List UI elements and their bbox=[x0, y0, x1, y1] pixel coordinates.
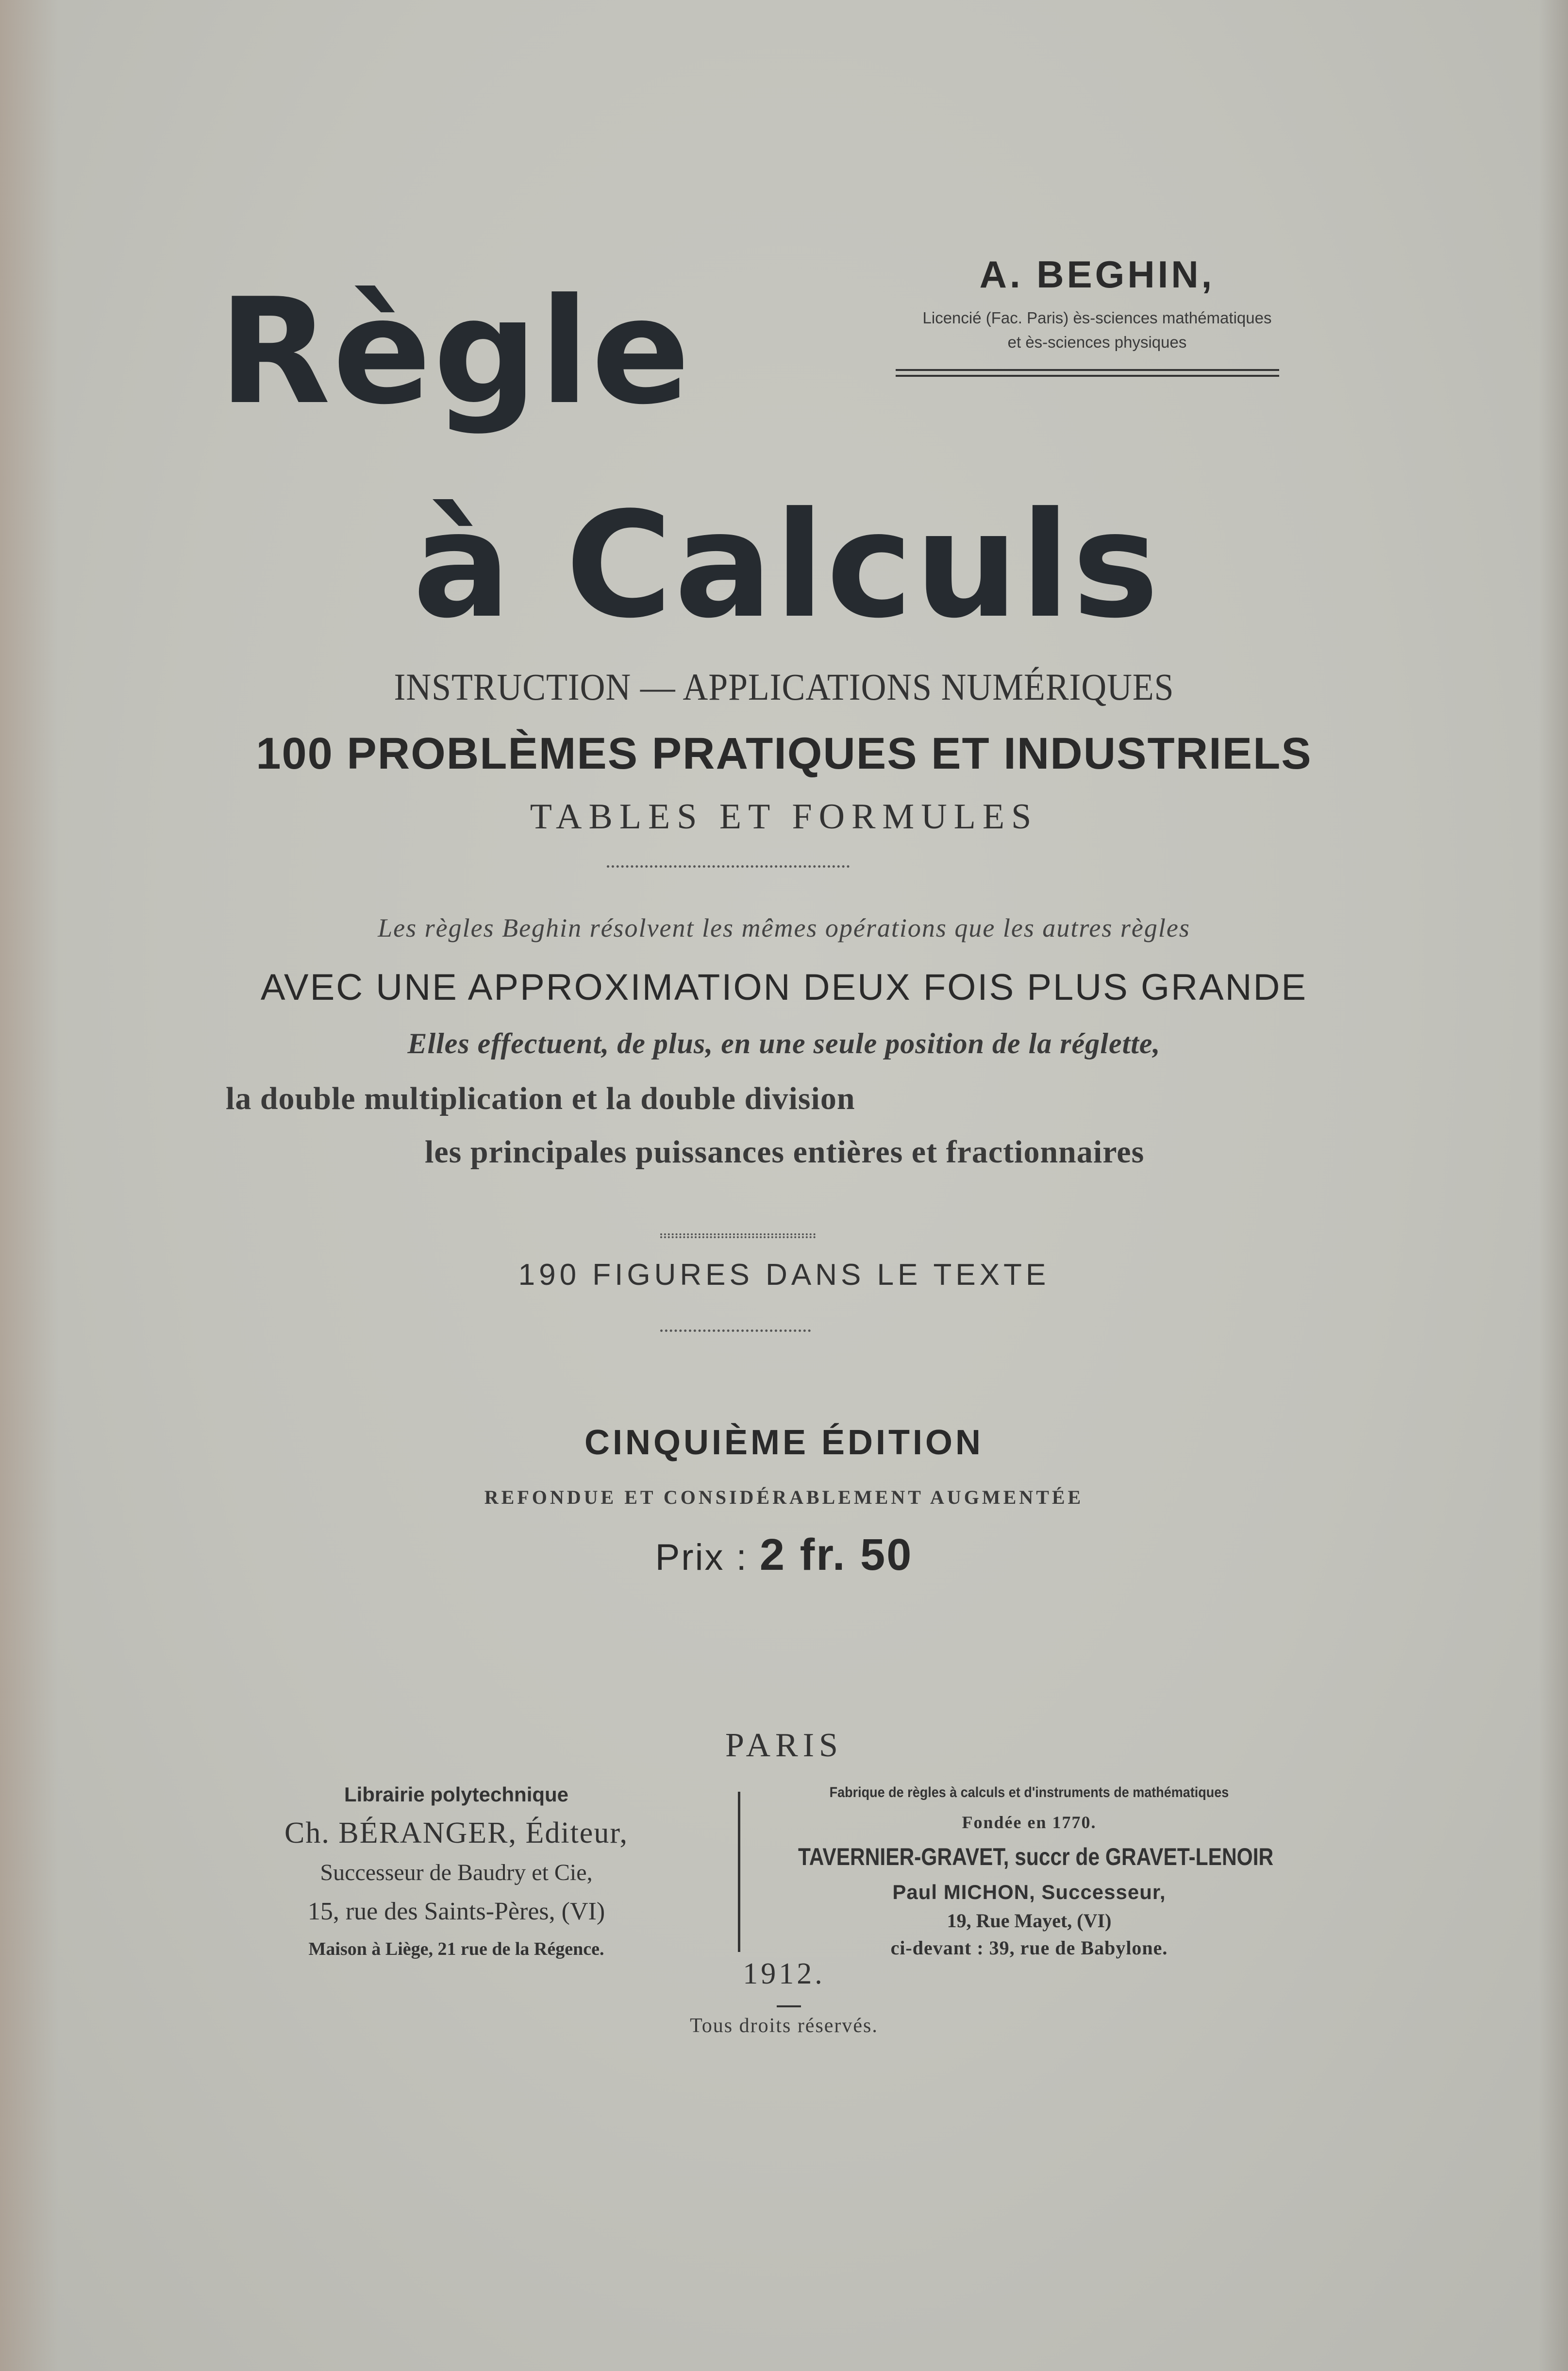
figures-count: 190 FIGURES DANS LE TEXTE bbox=[518, 1258, 1050, 1292]
author-name: A. BEGHIN, bbox=[979, 253, 1215, 296]
description-intro: Les règles Beghin résolvent les mêmes opérations que les autres règles bbox=[378, 913, 1190, 942]
publisher-left-line2: Ch. BÉRANGER, Éditeur, bbox=[284, 1816, 628, 1850]
publisher-right-line2: Fondée en 1770. bbox=[962, 1813, 1097, 1832]
price bbox=[0, 1530, 1568, 1581]
publisher-right-line3: TAVERNIER-GRAVET, succr de GRAVET-LENOIR bbox=[798, 1843, 1274, 1870]
description-approximation: AVEC UNE APPROXIMATION DEUX FOIS PLUS GRANDE bbox=[260, 967, 1308, 1008]
publisher-right bbox=[757, 1777, 1301, 1962]
publisher-left-line4: 15, rue des Saints-Pères, (VI) bbox=[307, 1898, 605, 1925]
publisher-divider bbox=[738, 1792, 740, 1952]
publisher-left-line5: Maison à Liège, 21 rue de la Régence. bbox=[308, 1939, 604, 1959]
publisher-right-line4: Paul MICHON, Successeur, bbox=[892, 1881, 1166, 1903]
publisher-left-line3: Successeur de Baudry et Cie, bbox=[320, 1860, 593, 1885]
subtitle-tables: TABLES ET FORMULES bbox=[530, 797, 1038, 837]
publisher-left-line1: Librairie polytechnique bbox=[344, 1783, 569, 1806]
publisher-left bbox=[184, 1777, 728, 1967]
edition-note: REFONDUE ET CONSIDÉRABLEMENT AUGMENTÉE bbox=[484, 1486, 1084, 1508]
year-dash bbox=[777, 2005, 801, 2007]
description-multiplication: la double multiplication et la double division bbox=[226, 1081, 855, 1116]
edition-title: CINQUIÈME ÉDITION bbox=[584, 1423, 984, 1462]
dotted-divider bbox=[607, 865, 850, 868]
rights-notice: Tous droits réservés. bbox=[690, 2015, 878, 2037]
publication-year: 1912. bbox=[743, 1957, 825, 1990]
author-double-rule bbox=[896, 369, 1279, 377]
publisher-right-line6: ci-devant : 39, rue de Babylone. bbox=[890, 1937, 1168, 1959]
author-credentials-line1: Licencié (Fac. Paris) ès-sciences mathématiques bbox=[922, 309, 1272, 327]
wavy-divider bbox=[660, 1233, 816, 1238]
description-puissances: les principales puissances entières et fractionnaires bbox=[425, 1134, 1145, 1170]
title-line1: Règle bbox=[218, 267, 692, 437]
price-label: Prix : bbox=[655, 1537, 748, 1578]
place: PARIS bbox=[725, 1727, 843, 1764]
publisher-right-line1: Fabrique de règles à calculs et d'instruments de mathématiques bbox=[829, 1784, 1229, 1800]
publisher-right-line5: 19, Rue Mayet, (VI) bbox=[947, 1910, 1112, 1932]
author-credentials-line2: et ès-sciences physiques bbox=[1007, 333, 1187, 351]
subtitle-problems: 100 PROBLÈMES PRATIQUES ET INDUSTRIELS bbox=[256, 729, 1312, 778]
author-credentials bbox=[869, 306, 1325, 354]
price-value: 2 fr. 50 bbox=[759, 1530, 913, 1580]
dotted-divider-2 bbox=[660, 1329, 811, 1332]
description-position: Elles effectuent, de plus, en une seule position de la réglette, bbox=[407, 1027, 1161, 1059]
subtitle-instruction: INSTRUCTION — APPLICATIONS NUMÉRIQUES bbox=[394, 666, 1174, 708]
title-line2: à Calculs bbox=[413, 481, 1161, 650]
